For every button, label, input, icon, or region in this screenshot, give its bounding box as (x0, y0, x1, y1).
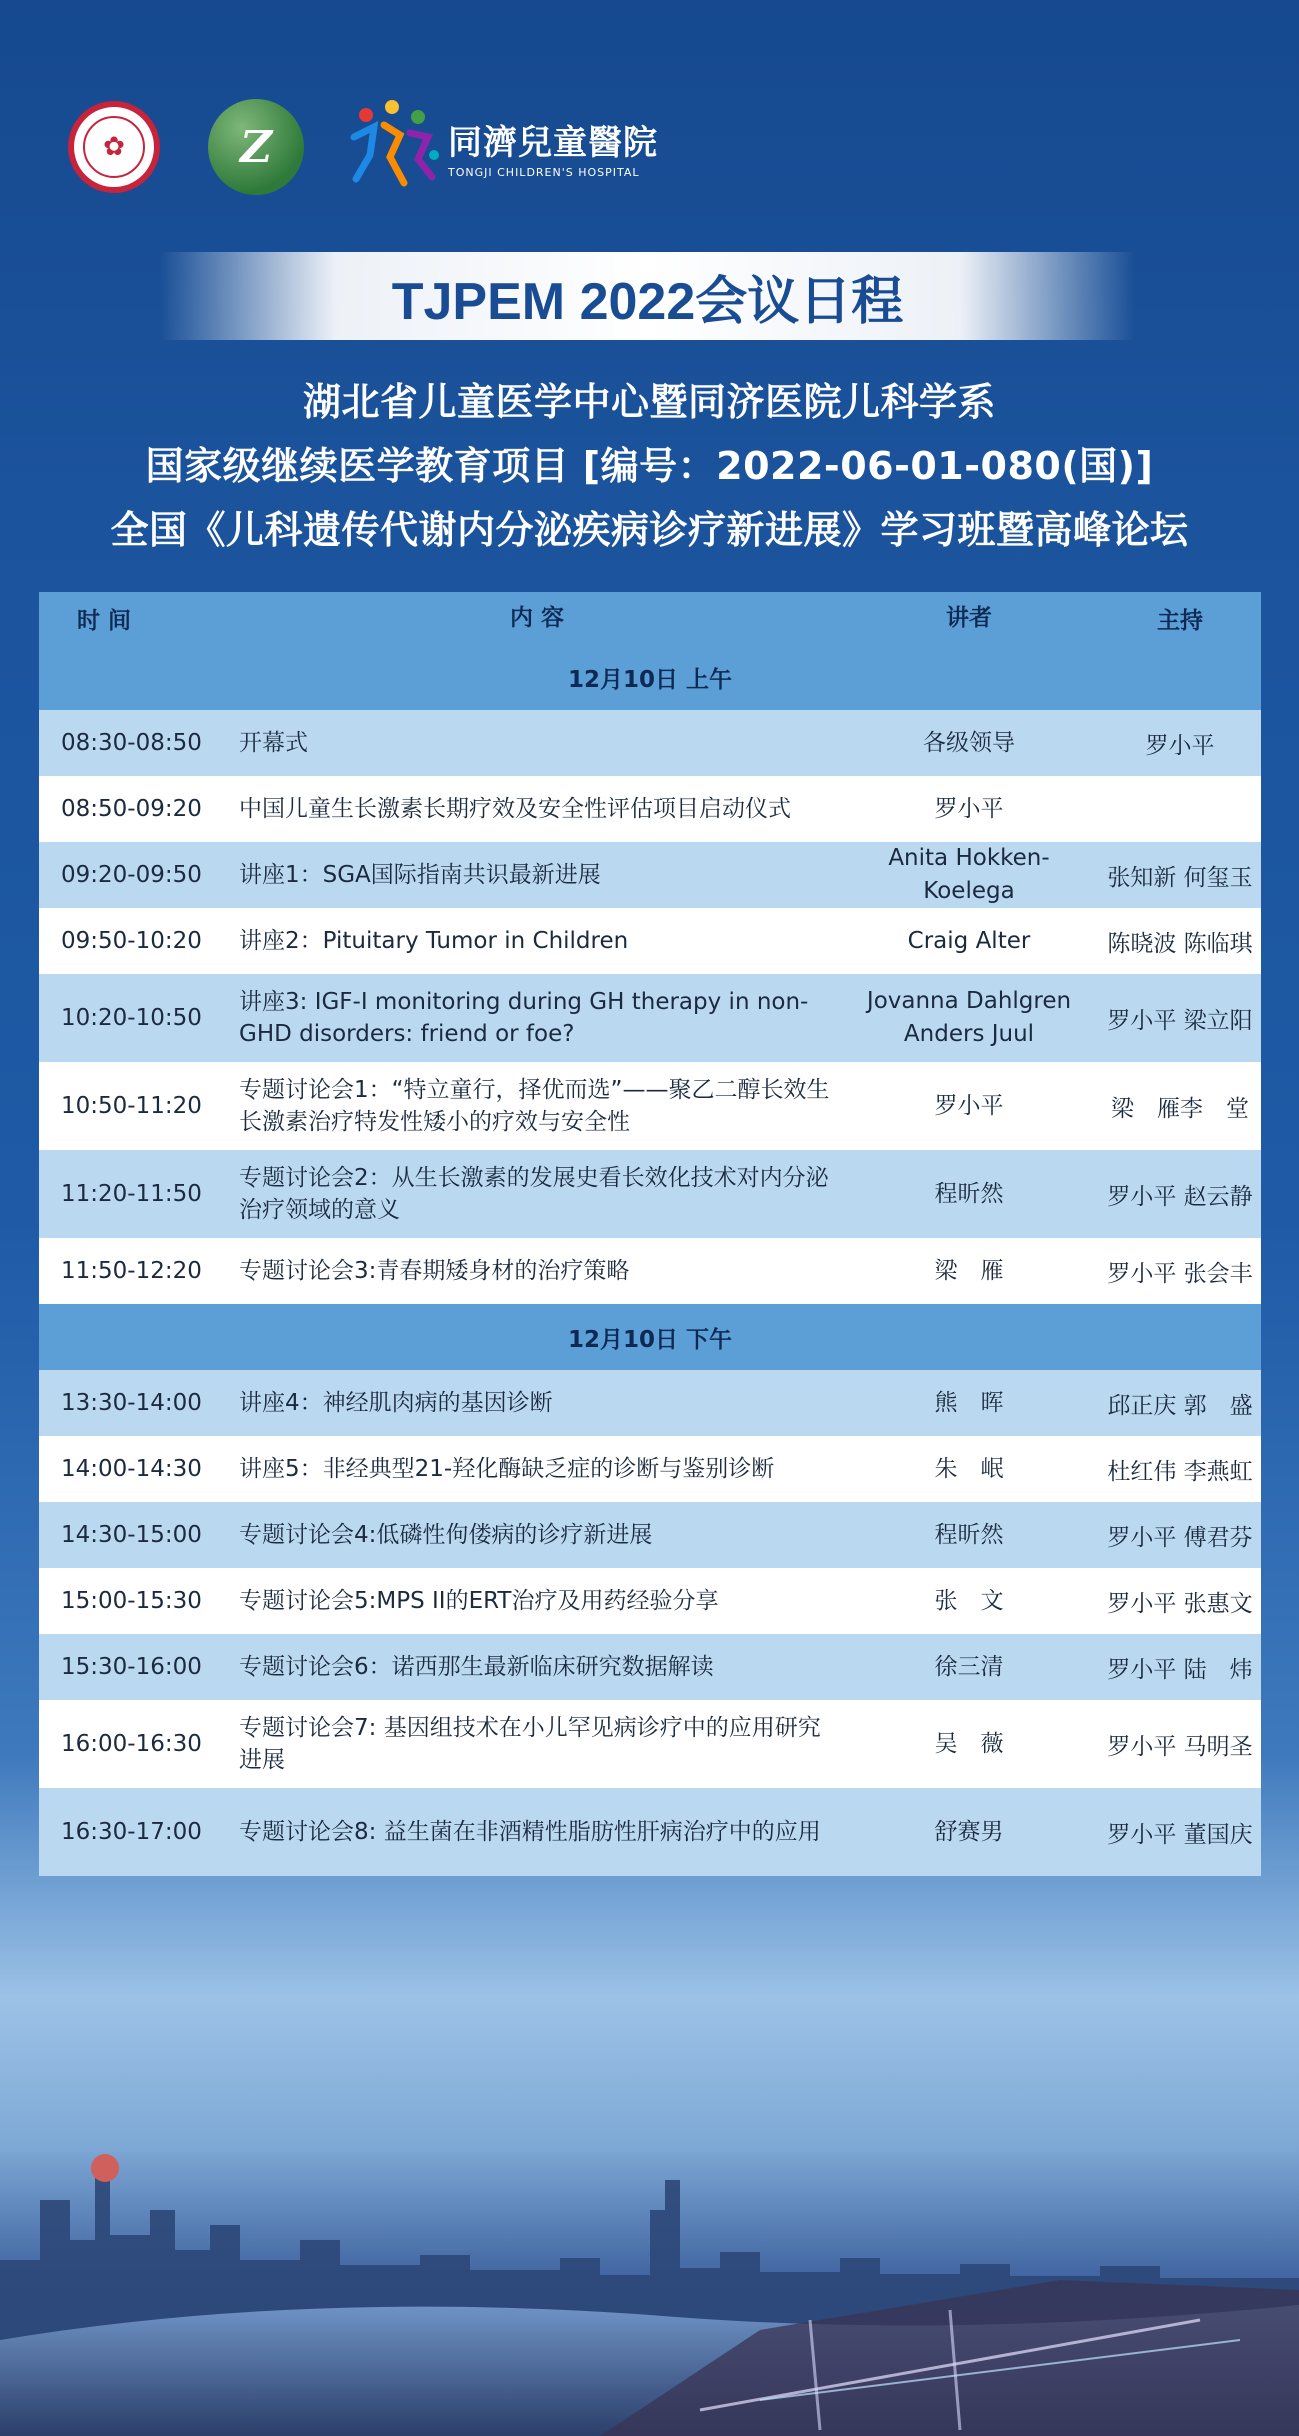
table-row (39, 710, 1261, 776)
cell-host: 罗小平 赵云静 (1107, 1183, 1253, 1210)
cell-host: 梁 雁李 堂 (1111, 1095, 1249, 1122)
cell-content: 讲座1：SGA国际指南共识最新进展 (239, 862, 601, 888)
cell-host: 罗小平 (1145, 732, 1215, 759)
cell-content: 中国儿童生长激素长期疗效及安全性评估项目启动仪式 (239, 796, 791, 822)
table-header-row (39, 592, 1261, 644)
subtitle-line-1: 湖北省儿童医学中心暨同济医院儿科学系 (302, 380, 996, 424)
cell-host: 罗小平 陆 炜 (1107, 1656, 1253, 1683)
table-row (39, 776, 1261, 842)
cell-content: 专题讨论会6：诺西那生最新临床研究数据解读 (239, 1654, 714, 1680)
cell-speaker: Craig Alter (907, 927, 1031, 954)
cell-content: 专题讨论会2：从生长激素的发展史看长效化技术对内分泌治疗领域的意义 (239, 1165, 829, 1223)
cell-speaker: Jovanna Dahlgren Anders Juul (866, 988, 1072, 1047)
cell-speaker: Anita Hokken-Koelega (888, 845, 1050, 904)
cell-content: 讲座2：Pituitary Tumor in Children (239, 928, 629, 954)
header-time: 时 间 (76, 607, 131, 634)
city-skyline-image (0, 2140, 1299, 2436)
cell-time: 14:00-14:30 (61, 1456, 202, 1482)
title-banner (160, 252, 1135, 340)
cell-time: 10:50-11:20 (61, 1093, 202, 1119)
table-row (39, 842, 1261, 908)
cell-time: 11:50-12:20 (61, 1258, 202, 1284)
cell-host: 张知新 何玺玉 (1107, 864, 1253, 891)
subtitle-line-2: 国家级继续医学教育项目 [编号：2022-06-01-080(国)] (145, 444, 1154, 488)
cell-speaker: 朱 岷 (934, 1455, 1004, 1482)
cell-content: 专题讨论会8: 益生菌在非酒精性脂肪性肝病治疗中的应用 (239, 1819, 821, 1845)
cell-host: 罗小平 张会丰 (1107, 1260, 1253, 1287)
cell-time: 14:30-15:00 (61, 1522, 202, 1548)
running-kids-icon (344, 97, 444, 197)
cell-speaker: 吴 薇 (934, 1730, 1004, 1757)
cell-host: 罗小平 董国庆 (1107, 1821, 1253, 1848)
cell-host: 罗小平 傅君芬 (1107, 1524, 1253, 1551)
morning-section-label: 12月10日 上午 (39, 644, 1261, 710)
cell-content: 讲座4：神经肌肉病的基因诊断 (239, 1390, 553, 1416)
cell-speaker: 熊 晖 (934, 1389, 1004, 1416)
schedule-table (39, 592, 1261, 1876)
cell-speaker: 程昕然 (934, 1521, 1004, 1548)
cell-time: 09:50-10:20 (61, 928, 202, 954)
z-badge-letter: Z (239, 121, 273, 173)
cell-content: 讲座3: IGF-I monitoring during GH therapy in non-GHD disorders: friend or foe? (239, 989, 809, 1047)
table-row (39, 1568, 1261, 1634)
flower-icon: ✿ (83, 116, 145, 178)
table-row (39, 1788, 1261, 1876)
table-row (39, 1062, 1261, 1150)
table-row (39, 974, 1261, 1062)
cell-speaker: 罗小平 (934, 795, 1004, 822)
cell-content: 专题讨论会4:低磷性佝偻病的诊疗新进展 (239, 1522, 653, 1548)
cell-speaker: 各级领导 (923, 729, 1015, 756)
table-row (39, 1634, 1261, 1700)
cell-host: 罗小平 马明圣 (1107, 1733, 1253, 1760)
university-seal-logo (68, 101, 160, 193)
hospital-name-cn: 同濟兒童醫院 (448, 123, 658, 163)
subtitle-line-3: 全国《儿科遗传代谢内分泌疾病诊疗新进展》学习班暨高峰论坛 (110, 508, 1189, 552)
cell-speaker: 张 文 (934, 1587, 1004, 1614)
cell-content: 专题讨论会7: 基因组技术在小儿罕见病诊疗中的应用研究进展 (239, 1715, 821, 1773)
cell-host: 陈晓波 陈临琪 (1107, 930, 1253, 957)
cell-host: 杜红伟 李燕虹 (1107, 1458, 1253, 1485)
table-row (39, 1502, 1261, 1568)
table-row (39, 1150, 1261, 1238)
cell-time: 09:20-09:50 (61, 862, 202, 888)
cell-content: 讲座5：非经典型21-羟化酶缺乏症的诊断与鉴别诊断 (239, 1456, 775, 1482)
cell-host: 邱正庆 郭 盛 (1107, 1392, 1253, 1419)
z-badge-logo (208, 99, 304, 195)
cell-time: 10:20-10:50 (61, 1005, 202, 1031)
cell-host: 罗小平 梁立阳 (1107, 1007, 1253, 1034)
cell-time: 15:00-15:30 (61, 1588, 202, 1614)
childrens-hospital-logo (344, 97, 658, 197)
cell-time: 15:30-16:00 (61, 1654, 202, 1680)
afternoon-section-label: 12月10日 下午 (39, 1304, 1261, 1370)
cell-content: 专题讨论会1：“特立童行，择优而选”——聚乙二醇长效生长激素治疗特发性矮小的疗效与安全性 (239, 1077, 830, 1135)
cell-content: 专题讨论会5:MPS II的ERT治疗及用药经验分享 (239, 1588, 719, 1614)
header-speaker: 讲者 (946, 604, 992, 631)
cell-time: 16:30-17:00 (61, 1819, 202, 1845)
cell-time: 11:20-11:50 (61, 1181, 202, 1207)
logo-bar (68, 92, 658, 202)
cell-speaker: 舒赛男 (934, 1818, 1004, 1845)
table-row (39, 1436, 1261, 1502)
table-row (39, 1700, 1261, 1788)
cell-speaker: 梁 雁 (934, 1257, 1004, 1284)
header-host: 主持 (1157, 607, 1203, 634)
cell-time: 08:30-08:50 (61, 730, 202, 756)
header-content: 内 容 (509, 605, 564, 631)
cell-speaker: 徐三清 (934, 1653, 1004, 1680)
subtitle-block (0, 370, 1299, 562)
cell-time: 08:50-09:20 (61, 796, 202, 822)
hospital-name-en: TONGJI CHILDREN'S HOSPITAL (448, 166, 640, 179)
table-row (39, 1370, 1261, 1436)
cell-speaker: 程昕然 (934, 1180, 1004, 1207)
page-title: TJPEM 2022会议日程 (391, 272, 904, 331)
cell-content: 专题讨论会3:青春期矮身材的治疗策略 (239, 1258, 630, 1284)
cell-time: 13:30-14:00 (61, 1390, 202, 1416)
cell-host: 罗小平 张惠文 (1107, 1590, 1253, 1617)
table-row (39, 1238, 1261, 1304)
cell-time: 16:00-16:30 (61, 1731, 202, 1757)
table-row (39, 908, 1261, 974)
cell-content: 开幕式 (239, 730, 308, 756)
cell-speaker: 罗小平 (934, 1092, 1004, 1119)
